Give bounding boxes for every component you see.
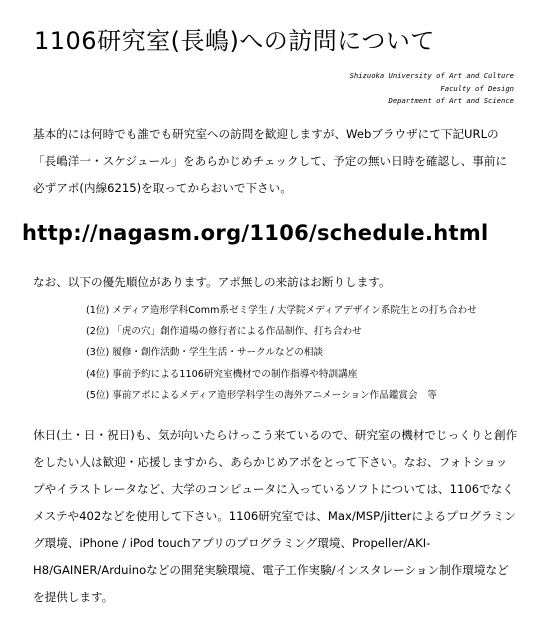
priority-item-3: (3位) 履修・創作活動・学生生活・サークルなどの相談 — [86, 347, 324, 359]
priority-intro-text: なお、以下の優先順位があります。アポ無しの来訪はお断りします。 — [33, 275, 391, 289]
priority-item-1: (1位) メディア造形学科Comm系ゼミ学生 / 大学院メディアデザイン系院生との打ち合わせ — [86, 305, 477, 316]
priority-item-5: (5位) 事前アポによるメディア造形学科学生の海外アニメーション作品鑑賞会 等 — [86, 389, 437, 401]
affiliation-faculty: Faculty of Design — [440, 83, 514, 93]
intro-paragraph: 基本的には何時でも誰でも研究室への訪問を歓迎しますが、Webブラウザにて下記URLの「長嶋洋一・スケジュール」をあらかじめチェックして、予定の無い日時を確認し、事前に必ずアポ(内線6215)を取ってからおいで下さい。 — [33, 127, 508, 195]
affiliation-block — [350, 70, 514, 108]
affiliation-university: Shizuoka University of Art and Culture — [349, 71, 514, 80]
page-title: 1106研究室(長嶋)への訪問について — [34, 27, 435, 55]
facilities-paragraph: 休日(土・日・祝日)も、気が向いたらけっこう来ているので、研究室の機材でじっくりと創作をしたい人は歓迎・応援しますから、あらかじめアポをとって下さい。なお、フォトショップやイラストレータなど、大学のコンピュータに入っているソフトについては、1106でなくメステや402などを使用して下さい。1106研究室では、Max/MSP/jitterによるプログラミング環境、iPhone / iPod touchアプリのプログラミング環境、Propeller/AKI-H8/GAINER/Arduinoなどの開発実験環境、電子工作実験/インスタレーション制作環境などを提供します。 — [33, 428, 518, 604]
affiliation-department: Department of Art and Science — [388, 96, 514, 105]
schedule-url-link[interactable]: http://nagasm.org/1106/schedule.html — [22, 221, 489, 245]
priority-item-2: (2位) 「虎の穴」創作道場の修行者による作品制作、打ち合わせ — [86, 326, 362, 338]
priority-list — [86, 300, 477, 406]
priority-item-4: (4位) 事前予約による1106研究室機材での制作指導や特訓講座 — [86, 368, 358, 380]
